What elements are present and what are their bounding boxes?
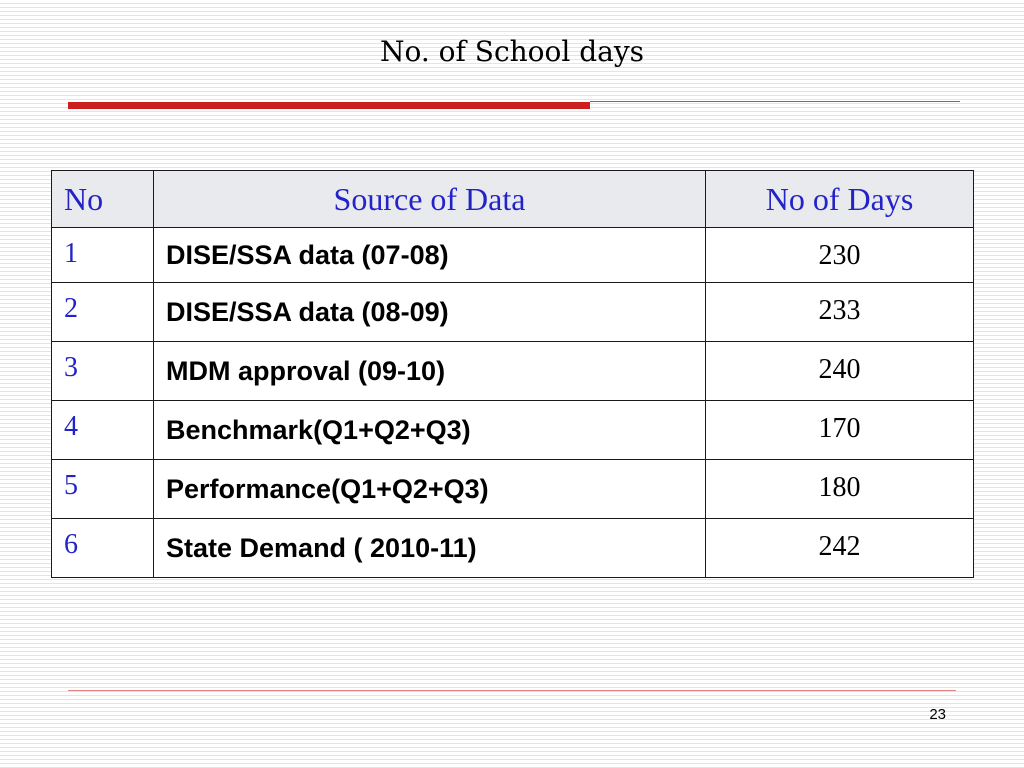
- row-source: Benchmark(Q1+Q2+Q3): [154, 401, 706, 460]
- row-days: 233: [706, 283, 974, 342]
- header-no-of-days: No of Days: [706, 171, 974, 228]
- header-no: No: [52, 171, 154, 228]
- row-source: DISE/SSA data (08-09): [154, 283, 706, 342]
- row-days: 242: [706, 519, 974, 578]
- row-number: 6: [52, 519, 154, 578]
- row-source: Performance(Q1+Q2+Q3): [154, 460, 706, 519]
- page-number: 23: [929, 706, 946, 723]
- row-number: 5: [52, 460, 154, 519]
- row-days: 170: [706, 401, 974, 460]
- footer-divider: [68, 690, 956, 691]
- table-row: [52, 401, 974, 460]
- table-row: [52, 519, 974, 578]
- school-days-table: [51, 170, 974, 578]
- table-row: [52, 460, 974, 519]
- row-source: DISE/SSA data (07-08): [154, 228, 706, 283]
- row-days: 180: [706, 460, 974, 519]
- row-number: 4: [52, 401, 154, 460]
- row-number: 1: [52, 228, 154, 283]
- slide-title: No. of School days: [379, 35, 645, 68]
- table-row: [52, 342, 974, 401]
- row-days: 240: [706, 342, 974, 401]
- table-row: [52, 228, 974, 283]
- row-number: 2: [52, 283, 154, 342]
- table-header-row: [52, 171, 974, 228]
- row-days: 230: [706, 228, 974, 283]
- row-source: MDM approval (09-10): [154, 342, 706, 401]
- header-source-of-data: Source of Data: [154, 171, 706, 228]
- title-accent-bar: [68, 102, 590, 109]
- table-row: [52, 283, 974, 342]
- row-source: State Demand ( 2010-11): [154, 519, 706, 578]
- row-number: 3: [52, 342, 154, 401]
- title-accent-line: [590, 101, 960, 102]
